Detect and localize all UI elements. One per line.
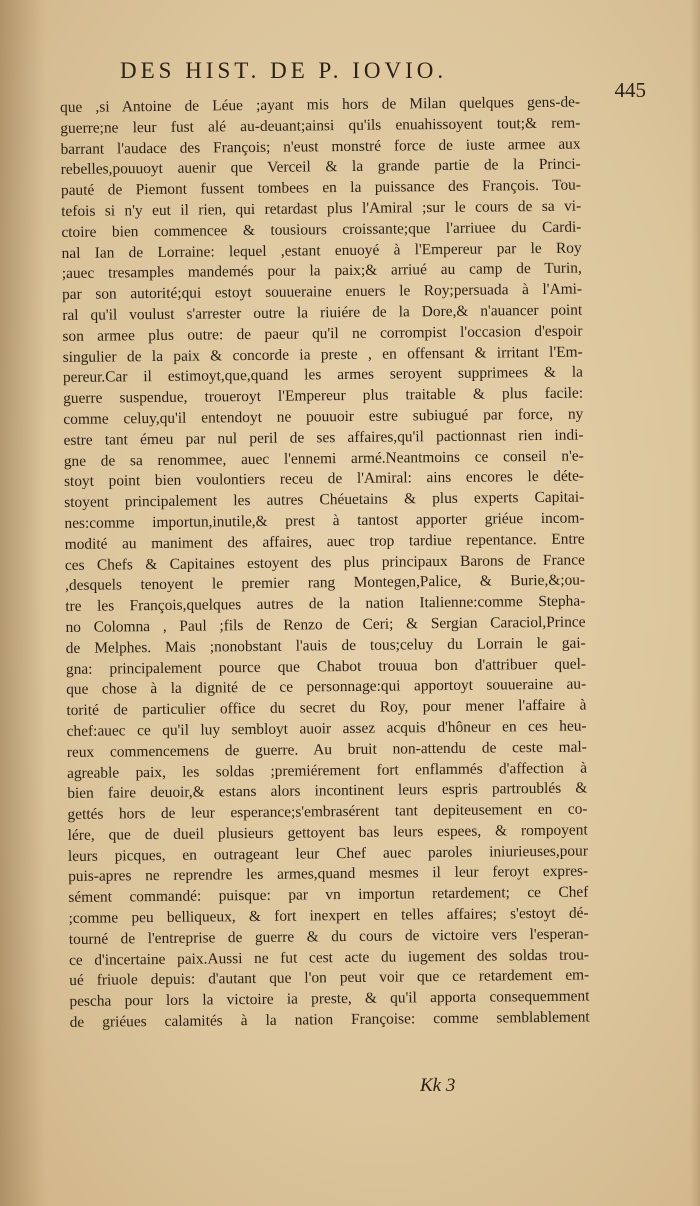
text-line: ;comme peu belliqueux, & fort inexpert en telles affaires; s'estoyt dé- bbox=[68, 904, 589, 928]
text-line: modité au maniment des affaires, auec trop tardiue repentance. Entre bbox=[64, 530, 585, 553]
text-line: ctoire bien commencee & tousiours croissante;que l'arriuee du Cardi- bbox=[61, 218, 582, 241]
text-line: stoyt point bien voulontiers receu de l'Amiral: ains encores le déte- bbox=[63, 467, 585, 491]
text-line: guerre;ne leur fust alé au-deuant;ainsi qu'ils enuahissoyent tout;& rem- bbox=[60, 114, 581, 137]
text-line: sément commandé: puisque: par vn importun retardement; ce Chef bbox=[68, 883, 589, 907]
text-line: pescha pour lors la victoire ia preste, & qu'il apporta consequemment bbox=[69, 987, 590, 1011]
text-line: ,desquels tenoyent le premier rang Montegen,Palice, & Burie,&;ou- bbox=[65, 571, 586, 595]
text-line: gna: principalement pource que Chabot trouua bon d'attribuer quel- bbox=[65, 655, 587, 678]
text-line: lére, que de dueil plusieurs gettoyent bas leurs espees, & rompoyent bbox=[67, 821, 588, 844]
text-line: agreable paix, les soldas ;premiérement fort enflammés d'affection à bbox=[66, 759, 588, 782]
text-line: reux commencemens de guerre. Au bruit non-attendu de ceste mal- bbox=[66, 738, 587, 761]
page-number: 445 bbox=[614, 78, 646, 102]
gutter-shadow bbox=[0, 0, 46, 1206]
text-line: gettés hors de leur esperance;s'embrasérent tant depiteusement en co- bbox=[67, 800, 588, 824]
text-line: nal Ian de Lorraine: lequel ,estant enuoyé à l'Empereur par le Roy bbox=[61, 239, 582, 262]
text-line: de griéues calamités à la nation Françoise: comme semblablement bbox=[69, 1008, 590, 1032]
text-line: tourné de l'entreprise de guerre & du cours de victoire vers l'esperan- bbox=[68, 925, 589, 948]
text-line: no Colomna , Paul ;fils de Renzo de Ceri; & Sergian Caraciol,Prince bbox=[65, 613, 586, 636]
text-line: de Melphes. Mais ;nonobstant l'auis de tous;celuy du Lorrain le gai- bbox=[65, 634, 586, 657]
text-line: gne de sa renommee, auec l'ennemi armé.Neantmoins ce conseil n'e- bbox=[63, 447, 584, 470]
signature-mark: Kk 3 bbox=[420, 1075, 456, 1096]
running-title: DES HIST. DE P. IOVIO. bbox=[120, 58, 448, 83]
text-line: que chose à la dignité de ce personnage:qui apportoyt souueraine au- bbox=[66, 675, 587, 699]
text-line: son armee plus outre: de paeur qu'il ne corrompist l'occasion d'espoir bbox=[62, 322, 583, 345]
text-line: par son autorité;qui estoyt souueraine enuers le Roy;persuada à l'Ami- bbox=[61, 280, 583, 304]
text-line: ral qu'il voulust s'arrester outre la riuiére de la Dore,& n'auancer point bbox=[62, 301, 583, 324]
text-line: nes:comme importun,inutile,& prest à tantost apporter griéue incom- bbox=[64, 509, 585, 532]
text-line: comme celuy,qu'il entendoyt ne pouuoir estre subiugué par force, ny bbox=[63, 405, 584, 428]
text-line: singulier de la paix & concorde ia preste , en offensant & irritant l'Em- bbox=[62, 343, 583, 366]
text-line: tefois si n'y eut il rien, qui retardast plus l'Amiral ;sur le cours de sa vi- bbox=[61, 197, 582, 220]
text-line: stoyent principalement les autres Chéuetains & plus experts Capitai- bbox=[64, 488, 585, 512]
text-line: leurs picques, en outrageant leur Chef auec paroles iniurieuses,pour bbox=[67, 842, 589, 865]
text-line: torité de particulier office du secret du Roy, pour mener l'affaire à bbox=[66, 696, 587, 720]
text-line: rebelles,pouuoyt auenir que Verceil & la grande partie de la Princi- bbox=[60, 155, 581, 179]
page-edge bbox=[690, 0, 700, 1206]
text-line: pauté de Piemont fussent tombees en la puissance des François. Tou- bbox=[60, 176, 582, 200]
text-line: guerre suspendue, troueroyt l'Empereur plus traitable & plus facile: bbox=[63, 384, 584, 408]
text-line: chef:auec ce qu'il luy sembloyt auoir assez acquis d'hôneur en ces heu- bbox=[66, 717, 587, 740]
text-line: ;auec tresamples mandemés pour la paix;& arriué au camp de Turin, bbox=[61, 259, 582, 283]
text-line: puis-apres ne reprendre les armes,quand mesmes il leur feroyt expres- bbox=[68, 862, 589, 886]
body-text bbox=[60, 93, 590, 1034]
text-line: ce d'incertaine paix.Aussi ne fut cest acte du iugement des soldas trou- bbox=[68, 946, 590, 969]
text-line: barrant l'audace des François; n'eust monstré force de iuste armee aux bbox=[60, 135, 581, 158]
text-line: pereur.Car il estimoyt,que,quand les armes seroyent supprimees & la bbox=[62, 363, 583, 387]
text-line: bien faire deuoir,& estans alors incontinent leurs espris partroublés & bbox=[67, 779, 588, 803]
text-line: que ,si Antoine de Léue ;ayant mis hors de Milan quelques gens-de- bbox=[60, 93, 581, 116]
text-line: ué friuole depuis: d'autant que l'on peut voir que ce retardement em- bbox=[69, 966, 590, 990]
text-line: tre les François,quelques autres de la nation Italienne:comme Stepha- bbox=[65, 592, 586, 616]
text-line: ces Chefs & Capitaines estoyent des plus principaux Barons de France bbox=[64, 551, 585, 574]
text-line: estre tant émeu par nul peril de ses affaires,qu'il pactionnast rien indi- bbox=[63, 426, 584, 449]
